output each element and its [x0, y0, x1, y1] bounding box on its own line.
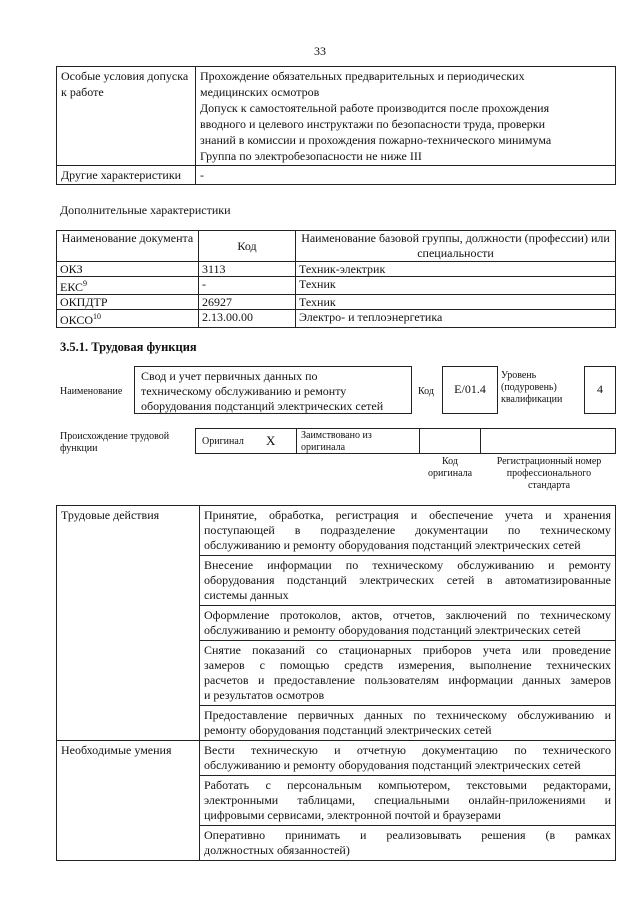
- origin-label: Происхождение трудовой функции: [60, 431, 170, 454]
- row-name: Техник: [296, 277, 616, 295]
- other-characteristics-value: -: [196, 166, 616, 185]
- action-item: Внесение информации по техническому обслуживанию и ремонту оборудования подстанций электрических сетей в автоматизированные системы данных: [200, 556, 616, 606]
- function-heading: 3.5.1. Трудовая функция: [60, 340, 197, 354]
- actions-label: Трудовые действия: [57, 506, 200, 741]
- skill-item: Работать с персональным компьютером, текстовыми редакторами, электронными таблицами, специальными онлайн-приложениями и цифровыми сервисами, электронной почтой и браузерами: [200, 776, 616, 826]
- origin-reg-box: [480, 428, 616, 454]
- function-code-box: E/01.4: [442, 366, 498, 414]
- code-caption: Код оригинала: [427, 456, 473, 479]
- row-code: 26927: [199, 295, 296, 310]
- level-box: 4: [584, 366, 616, 414]
- action-item: Оформление протоколов, актов, отчетов, заключений по техническому обслуживанию и ремонту оборудования подстанций электрических сетей: [200, 606, 616, 641]
- function-code-label: Код: [418, 386, 434, 397]
- table-row: [57, 295, 616, 310]
- action-item: Принятие, обработка, регистрация и обеспечение учета и хранения поступающей в подразделение документации по техническому обслуживанию и ремонту оборудования подстанций электрических сетей: [200, 506, 616, 556]
- action-item: Предоставление первичных данных по техническому обслуживанию и ремонту оборудования подстанций электрических сетей: [200, 706, 616, 741]
- original-label: Оригинал: [202, 436, 244, 447]
- skills-label: Необходимые умения: [57, 741, 200, 861]
- page-number: 33: [314, 44, 326, 58]
- row-doc: ОКЗ: [57, 262, 199, 277]
- table-row: [57, 262, 616, 277]
- row-name: Техник: [296, 295, 616, 310]
- table-row: [57, 277, 616, 295]
- header-code: Код: [199, 231, 296, 262]
- level-label: Уровень (подуровень) квалификации: [501, 370, 563, 405]
- origin-original-box: [195, 428, 297, 454]
- origin-borrowed-box: Заимствовано из оригинала: [296, 428, 420, 454]
- special-conditions-value: Прохождение обязательных предварительных и периодических медицинских осмотров Допуск к самостоятельной работе производится после прохождения вводного и целевого инструктажи по безопасности труда, проверки знаний в комиссии и прохождения пожарно-технического минимума Группа по электробезопасности не ниже III: [196, 67, 616, 166]
- row-code: 3113: [199, 262, 296, 277]
- skill-item: Вести техническую и отчетную документацию по технического обслуживанию и ремонту оборудования подстанций электрических сетей: [200, 741, 616, 776]
- row-name: Техник-электрик: [296, 262, 616, 277]
- row-code: -: [199, 277, 296, 295]
- table-row: [57, 310, 616, 328]
- special-conditions-label: Особые условия допуска к работе: [57, 67, 196, 166]
- header-group: Наименование базовой группы, должности (профессии) или специальности: [296, 231, 616, 262]
- function-name-label: Наименование: [60, 386, 123, 397]
- row-name: Электро- и теплоэнергетика: [296, 310, 616, 328]
- action-item: Снятие показаний со стационарных приборов учета или проведение замеров с помощью средств измерения, выполнение технических расчетов и предоставление пользователям информации данных замеров и результатов осмотров: [200, 641, 616, 706]
- row-doc: ОКПДТР: [57, 295, 199, 310]
- conditions-table: [56, 66, 616, 185]
- header-document: Наименование документа: [57, 231, 199, 262]
- skill-item: Оперативно принимать и реализовывать решения (в рамках должностных обязанностей): [200, 826, 616, 861]
- origin-code-box: [419, 428, 481, 454]
- row-code: 2.13.00.00: [199, 310, 296, 328]
- additional-heading: Дополнительные характеристики: [60, 203, 231, 217]
- reg-caption: Регистрационный номер профессионального стандарта: [496, 456, 602, 491]
- original-mark: X: [266, 433, 276, 448]
- other-characteristics-label: Другие характеристики: [57, 166, 196, 185]
- actions-table: [56, 505, 616, 861]
- function-name-box: Свод и учет первичных данных по техническому обслуживанию и ремонту оборудования подстанций электрических сетей: [134, 366, 412, 414]
- additional-table: [56, 230, 616, 328]
- row-doc: ЕКС$^9$: [57, 277, 199, 295]
- row-doc: ОКСО$^{10}$: [57, 310, 199, 328]
